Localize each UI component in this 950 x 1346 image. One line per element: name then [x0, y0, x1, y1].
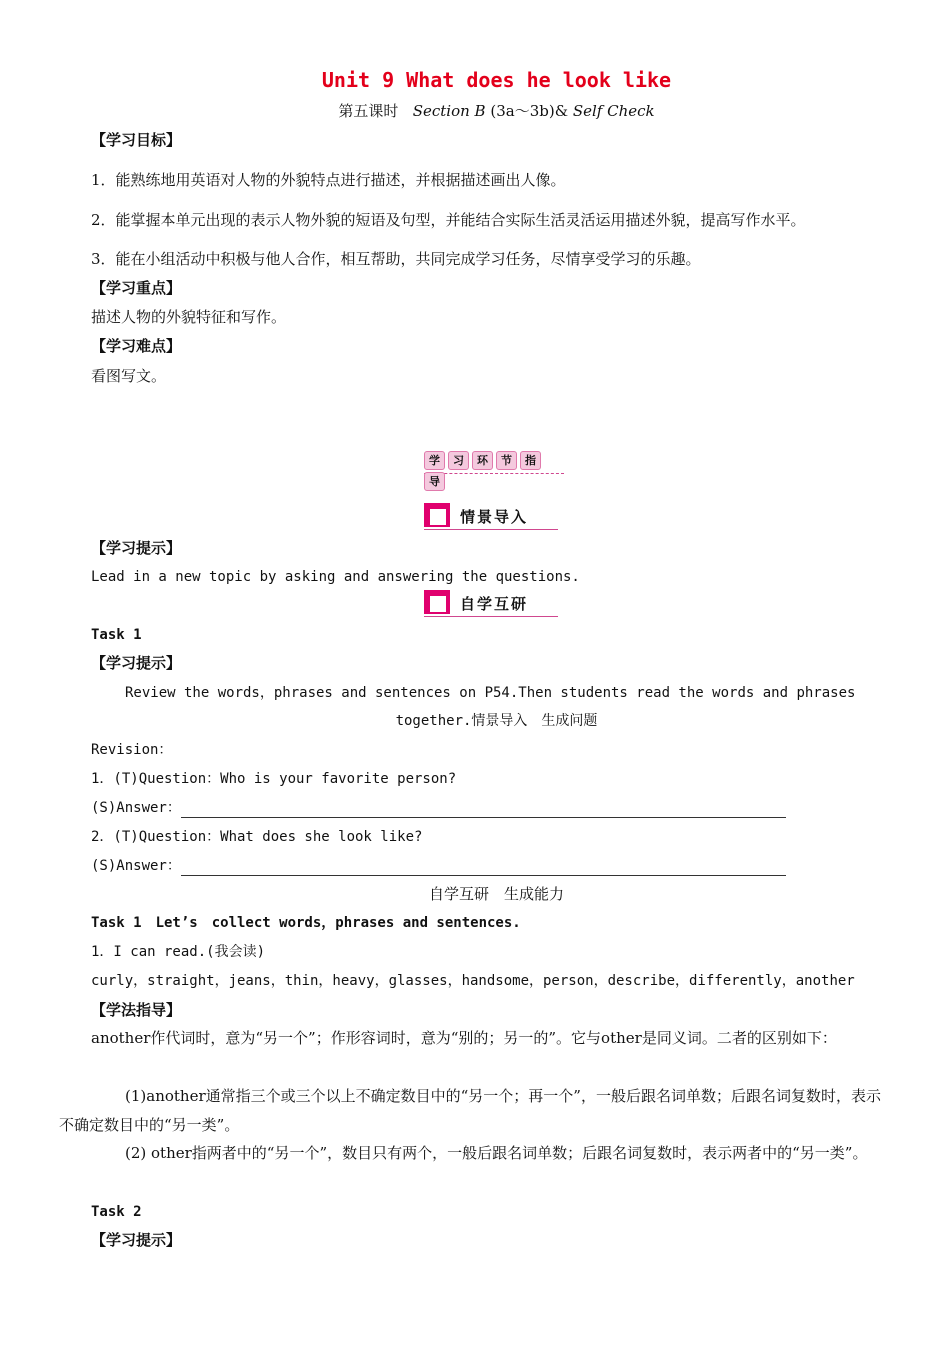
difficulty-label: 【学习难点】 — [91, 337, 182, 355]
difficulty-text: 看图写文。 — [91, 367, 167, 385]
task1-label: Task 1 — [91, 627, 142, 643]
objective-2: 2．能掌握本单元出现的表示人物外貌的短语及句型，并能结合实际生活灵活运用描述外貌，提高写作水平。 — [91, 211, 806, 229]
learning-steps-banner — [424, 449, 564, 488]
hint-text-line2: together.情景导入 生成问题 — [395, 713, 598, 729]
read-label: 1．I can read.(我会读) — [91, 944, 266, 960]
focus-label: 【学习重点】 — [91, 279, 182, 297]
hint-label: 【学习提示】 — [91, 1231, 182, 1249]
answer-label: (S)Answer： — [91, 800, 181, 816]
answer-1 — [91, 798, 786, 818]
question-2: 2．(T)Question：What does she look like? — [91, 829, 423, 845]
banner-char: 节 — [496, 451, 517, 470]
section-range: (3a～3b)& — [490, 102, 569, 120]
focus-text: 描述人物的外貌特征和写作。 — [91, 308, 287, 326]
method-paragraph-3: (2) other指两者中的“另一个”，数目只有两个，一般后跟名词单数；后跟名词复数时，表示两者中的“另一类”。 — [125, 1144, 868, 1162]
hint-text-line1: Review the words，phrases and sentences on P54.Then students read the words and phrases — [125, 685, 856, 701]
answer-blank[interactable] — [181, 803, 786, 818]
question-1: 1．(T)Question：Who is your favorite person? — [91, 771, 457, 787]
task2-label: Task 2 — [91, 1204, 142, 1220]
answer-blank[interactable] — [181, 861, 786, 876]
banner-char: 指 — [520, 451, 541, 470]
objective-3: 3．能在小组活动中积极与他人合作，相互帮助，共同完成学习任务，尽情享受学习的乐趣。 — [91, 250, 701, 268]
word-list: curly，straight，jeans，thin，heavy，glasses，handsome，person，describe，differently，another — [91, 973, 855, 989]
answer-2 — [91, 856, 786, 876]
center-note: 自学互研 生成能力 — [428, 885, 564, 903]
section-header-intro — [424, 503, 558, 530]
banner-char: 习 — [448, 451, 469, 470]
lesson-label: 第五课时 — [338, 102, 399, 120]
section-label: Section B — [412, 102, 486, 120]
method-paragraph-2: (1)another通常指三个或三个以上不确定数目中的“另一个；再一个”，一般后跟名词单数；后跟名词复数时，表示不确定数目中的“另一类”。 — [59, 1087, 881, 1134]
banner-char: 学 — [424, 451, 445, 470]
self-check-label: Self Check — [572, 102, 655, 120]
section-header-self-study — [424, 590, 558, 617]
task1-heading: Task 1 Let’s collect words，phrases and sentences. — [91, 915, 521, 931]
method-label: 【学法指导】 — [91, 1001, 182, 1019]
hint-label: 【学习提示】 — [91, 654, 182, 672]
hint-text: Lead in a new topic by asking and answering the questions. — [91, 569, 580, 585]
objectives-label: 【学习目标】 — [91, 131, 182, 149]
section-header-label: 情景导入 — [460, 508, 529, 526]
section-header-label: 自学互研 — [460, 595, 529, 613]
page-title: Unit 9 What does he look like — [321, 68, 672, 92]
banner-char: 导 — [424, 472, 445, 491]
page-subtitle — [0, 100, 950, 121]
objective-1: 1．能熟练地用英语对人物的外貌特点进行描述，并根据描述画出人像。 — [91, 171, 566, 189]
answer-label: (S)Answer： — [91, 858, 181, 874]
revision-label: Revision： — [91, 742, 173, 758]
method-paragraph-1: another作代词时，意为“另一个”；作形容词时，意为“别的；另一的”。它与other是同义词。二者的区别如下： — [91, 1029, 837, 1047]
hint-label: 【学习提示】 — [91, 539, 182, 557]
banner-char: 环 — [472, 451, 493, 470]
